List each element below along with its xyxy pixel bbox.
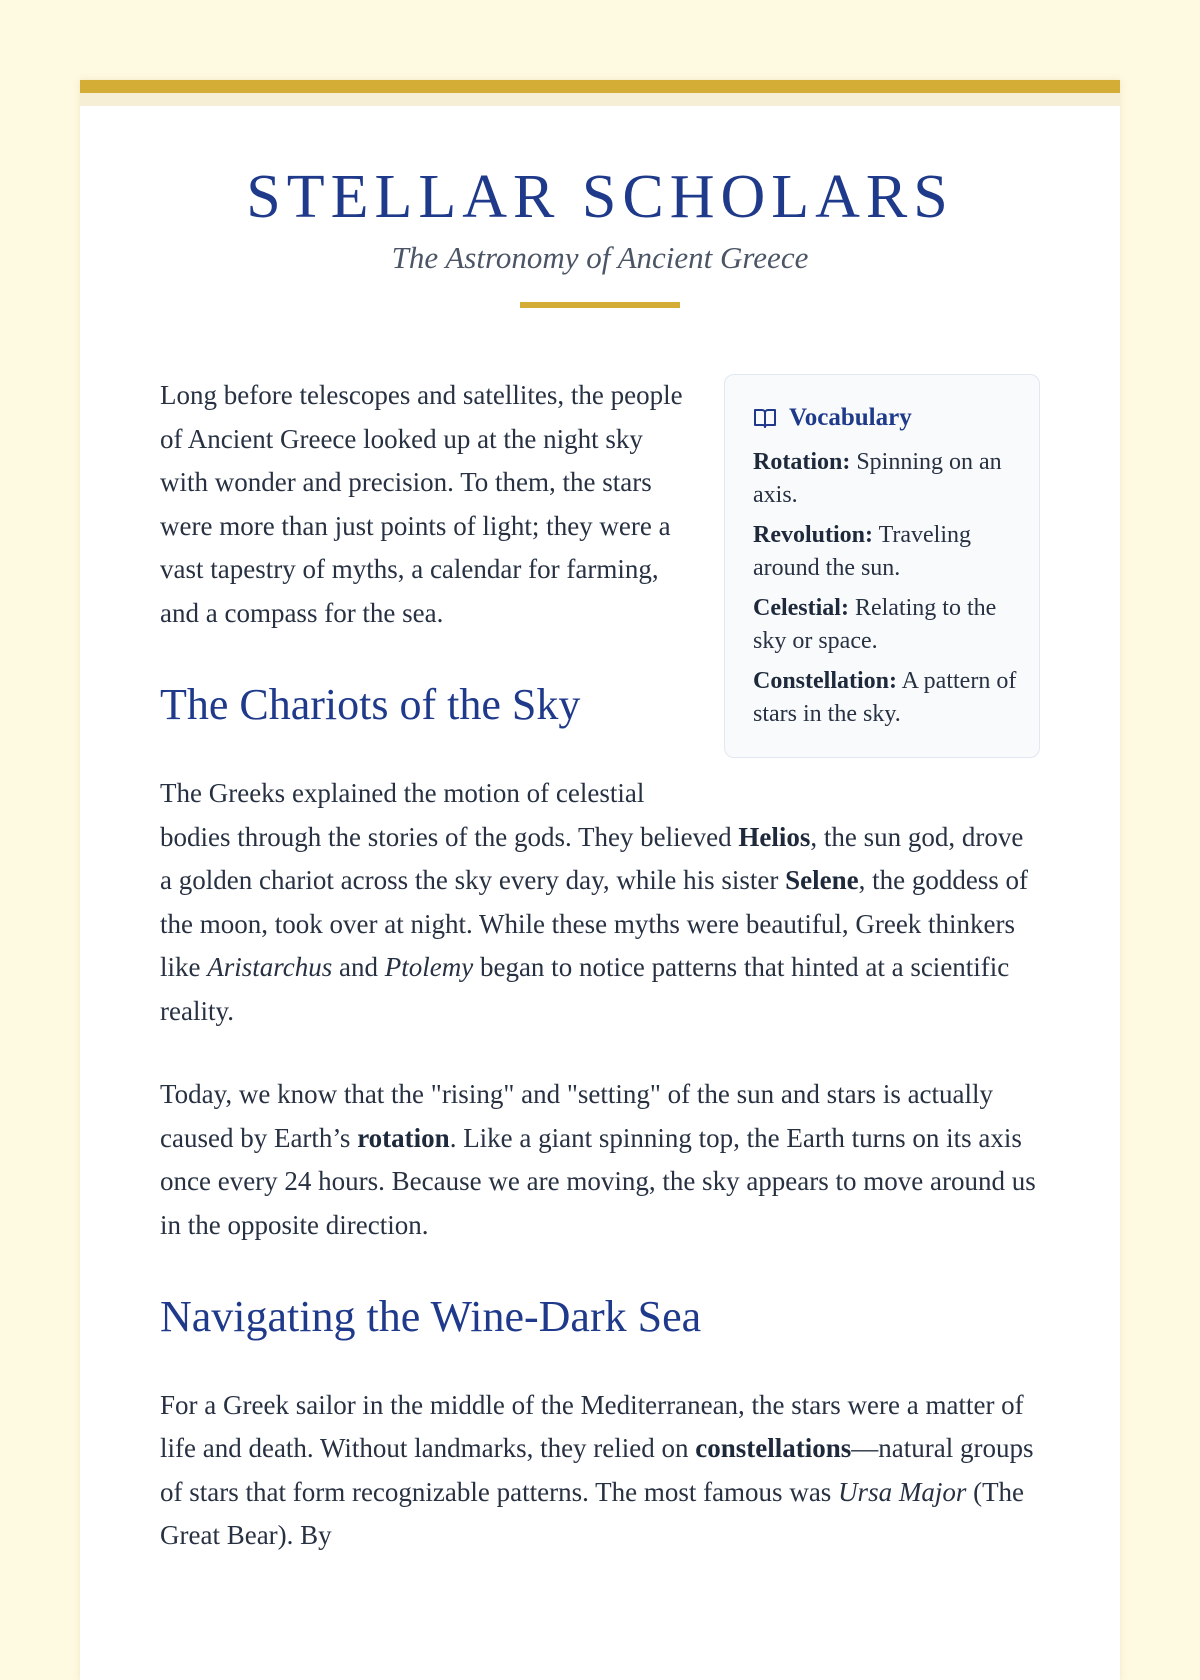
vocabulary-box: [724, 374, 1040, 758]
vocab-term: Celestial:: [753, 595, 849, 622]
page-subtitle: The Astronomy of Ancient Greece: [391, 240, 809, 276]
article-card: [80, 80, 1120, 1680]
gold-top-border: [80, 80, 1120, 93]
vocab-item: [753, 446, 1017, 512]
intro-paragraph: Long before telescopes and satellites, the people of Ancient Greece looked up at the night sky with wonder and precision. To them, the stars were more than just points of light; they were a vast tapestry of myths, a calendar for farming, and a compass for the sea.: [160, 380, 683, 628]
header-strip: [80, 93, 1120, 106]
vocab-definition: Traveling around the sun.: [753, 522, 972, 582]
vocab-item: [753, 592, 1017, 658]
vocab-definition: Relating to the sky or space.: [753, 595, 997, 655]
divider: [520, 302, 680, 308]
vocab-term: Revolution:: [753, 522, 873, 549]
vocabulary-title: Vocabulary: [789, 404, 912, 432]
vocab-definition: Spinning on an axis.: [753, 449, 1002, 509]
section-heading-chariots: The Chariots of the Sky: [160, 680, 581, 730]
paragraph: Today, we know that the "rising" and "setting" of the sun and stars is actually caused by Earth’s rotation. Like a giant spinning top, the Earth turns on its axis once every 24 hours. Because we are moving, the sky appears to move around us in the opposite direction.: [160, 1079, 1036, 1240]
open-book-icon: [753, 406, 777, 430]
vocab-item: [753, 665, 1017, 731]
paragraph: For a Greek sailor in the middle of the Mediterranean, the stars were a matter of life and death. Without landmarks, they relied on constellations—natural groups of stars that form recognizable patterns. The most famous was Ursa Major (The Great Bear). By: [160, 1389, 1034, 1551]
vocab-term: Constellation:: [753, 668, 897, 695]
paragraph: The Greeks explained the motion of celestial bodies through the stories of the gods. They believed Helios, the sun god, drove a golden chariot across the sky every day, while his sister Selene, the goddess of the moon, took over at night. While these myths were beautiful, Greek thinkers like Aristarchus and Ptolemy began to notice patterns that hinted at a scientific reality.: [160, 778, 1029, 1026]
vocab-term: Rotation:: [753, 449, 851, 476]
vocab-item: [753, 519, 1017, 585]
page-title: STELLAR SCHOLARS: [246, 163, 954, 231]
section-heading-navigating: Navigating the Wine-Dark Sea: [160, 1292, 702, 1342]
vocab-definition: A pattern of stars in the sky.: [753, 668, 1017, 728]
